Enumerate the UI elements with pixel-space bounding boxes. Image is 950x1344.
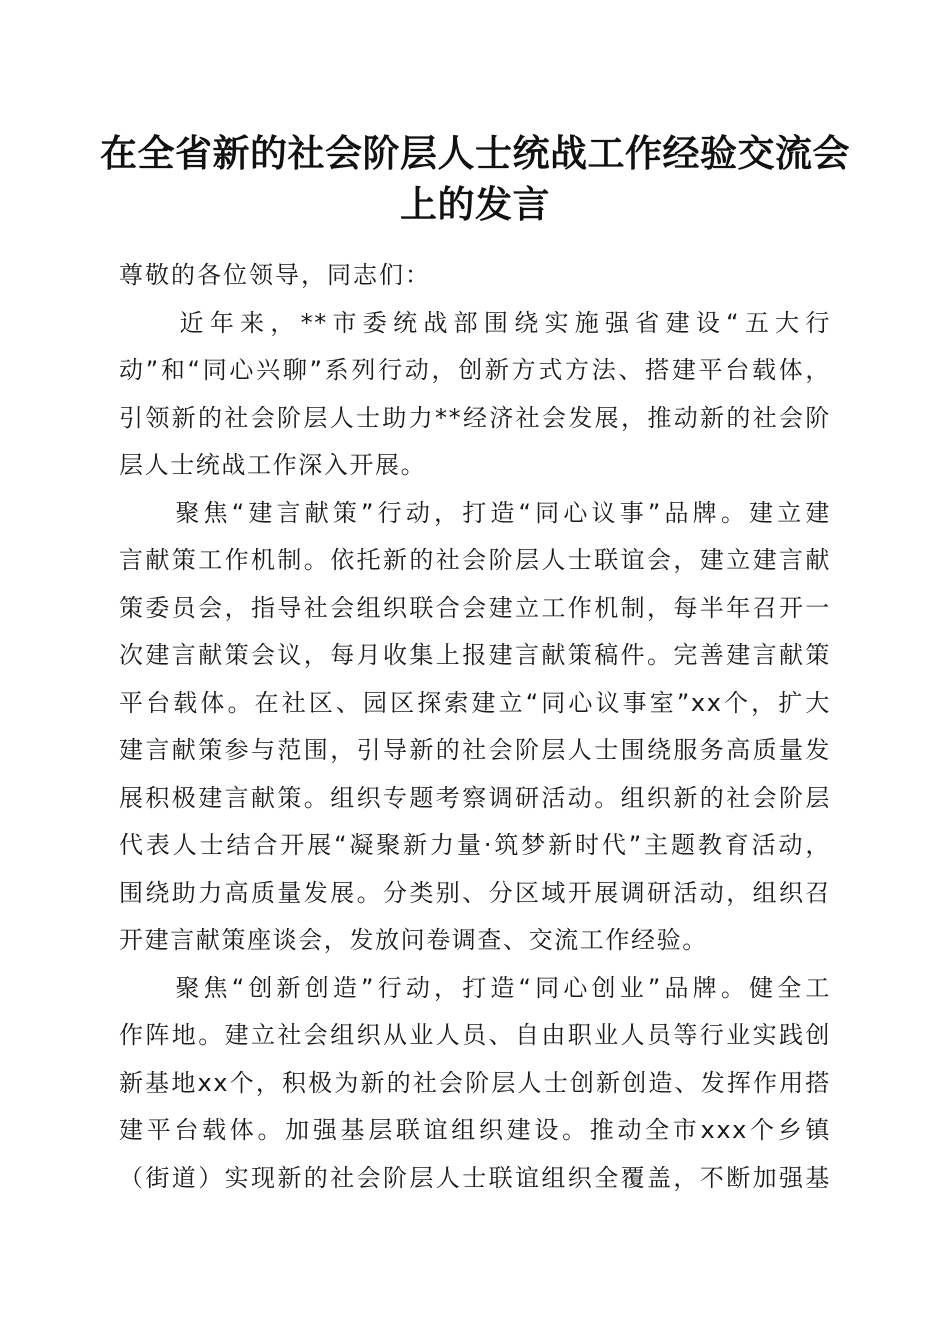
paragraph-suggestions [119, 490, 831, 965]
salutation: 尊敬的各位领导，同志们： [119, 261, 431, 289]
document-body [119, 252, 831, 1202]
text-line: 动”和“同心兴聊”系列行动，创新方式方法、搭建平台载体， [119, 356, 831, 384]
text-line: 建平台载体。加强基层联谊组织建设。推动全市xxx个乡镇 [119, 1116, 831, 1144]
text-line: 策委员会，指导社会组织联合会建立工作机制，每半年召开一 [119, 593, 831, 622]
text-line: 开建言献策座谈会，发放问卷调查、交流工作经验。 [119, 926, 708, 954]
text-line: 新基地xx个，积极为新的社会阶层人士创新创造、发挥作用搭 [119, 1068, 831, 1097]
text-line: （街道）实现新的社会阶层人士联谊组织全覆盖，不断加强基 [119, 1163, 831, 1192]
text-line: 近年来，**市委统战部围绕实施强省建设“五大行 [119, 308, 831, 337]
text-line: 言献策工作机制。依托新的社会阶层人士联谊会，建立建言献 [119, 546, 831, 574]
text-line: 作阵地。建立社会组织从业人员、自由职业人员等行业实践创 [119, 1021, 831, 1049]
paragraph-intro [119, 300, 831, 490]
document-title [100, 128, 850, 230]
text-line: 聚焦“建言献策”行动，打造“同心议事”品牌。建立建 [119, 498, 831, 527]
text-line: 次建言献策会议，每月收集上报建言献策稿件。完善建言献策 [119, 641, 831, 669]
text-line: 围绕助力高质量发展。分类别、分区域开展调研活动，组织召 [119, 878, 831, 907]
paragraph-innovation [119, 965, 831, 1203]
text-line: 建言献策参与范围，引导新的社会阶层人士围绕服务高质量发 [119, 736, 831, 764]
text-line: 聚焦“创新创造”行动，打造“同心创业”品牌。健全工 [119, 973, 831, 1002]
text-line: 层人士统战工作深入开展。 [119, 451, 427, 479]
title-line: 在全省新的社会阶层人士统战工作经验交流会 [100, 131, 850, 175]
text-line: 引领新的社会阶层人士助力**经济社会发展，推动新的社会阶 [119, 403, 831, 432]
text-line: 代表人士结合开展“凝聚新力量·筑梦新时代”主题教育活动， [119, 831, 831, 859]
text-line: 展积极建言献策。组织专题考察调研活动。组织新的社会阶层 [119, 783, 831, 812]
title-line: 上的发言 [400, 182, 550, 226]
text-line: 平台载体。在社区、园区探索建立“同心议事室”xx个，扩大 [119, 688, 831, 717]
